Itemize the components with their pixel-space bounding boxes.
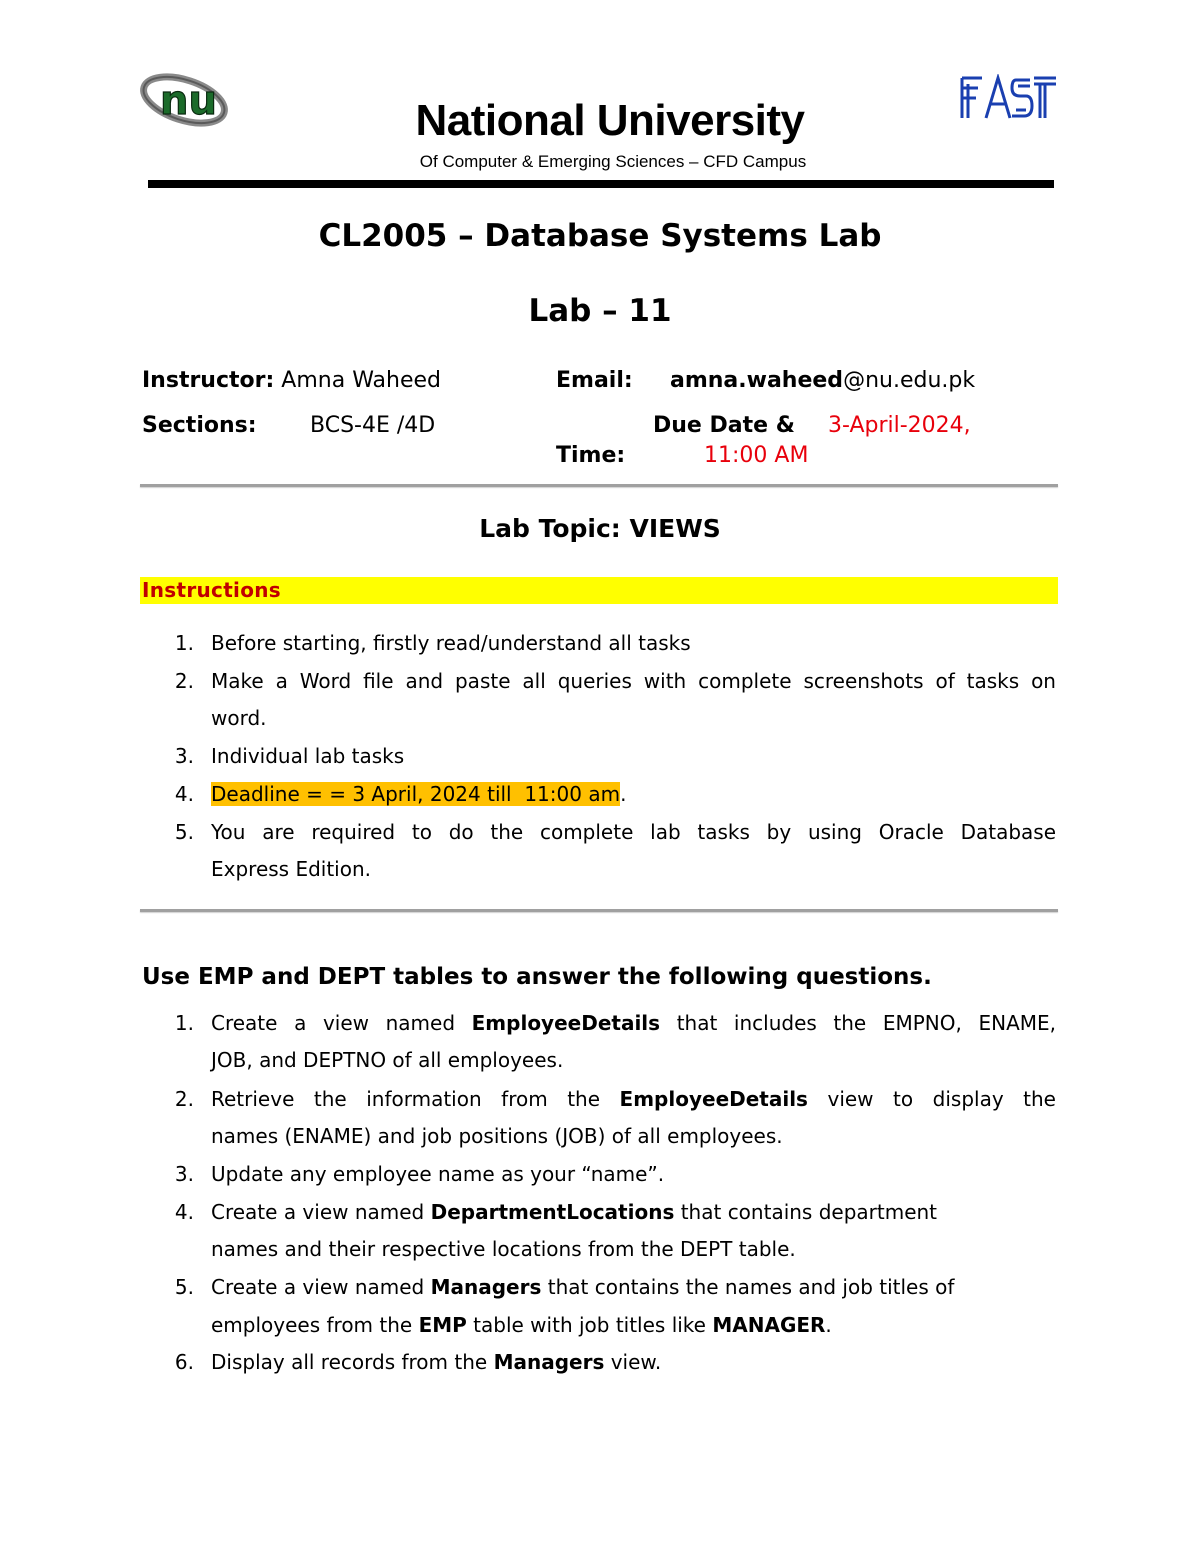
list-item: You are required to do the complete lab tasks by using Oracle Database — [211, 820, 1056, 844]
university-subtitle: Of Computer & Emerging Sciences – CFD Campus — [419, 152, 807, 171]
q-text: Display all records from the — [211, 1350, 494, 1374]
list-number: 2. — [174, 1087, 194, 1111]
list-number: 1. — [174, 1011, 194, 1035]
q-text: that contains the names and job titles of — [541, 1275, 955, 1299]
q-bold: EmployeeDetails — [619, 1087, 808, 1111]
course-title: CL2005 – Database Systems Lab — [318, 218, 882, 254]
q-text: Retrieve the information from the — [211, 1087, 620, 1111]
email-domain: @nu.edu.pk — [843, 368, 976, 393]
list-number: 5. — [174, 1275, 194, 1299]
question-item — [211, 1275, 954, 1299]
list-item: Before starting, firstly read/understand all tasks — [211, 631, 691, 655]
list-item-cont: Express Edition. — [211, 857, 372, 881]
university-title: National University — [415, 96, 805, 145]
nu-logo — [138, 70, 233, 132]
due-label: Due Date & — [653, 413, 795, 438]
header-rule — [148, 180, 1054, 188]
question-item-cont: names (ENAME) and job positions (JOB) of all employees. — [211, 1124, 783, 1148]
fast-logo — [958, 74, 1058, 122]
deadline-highlight: Deadline = = 3 April, 2024 till 11:00 am — [211, 782, 621, 806]
question-item — [211, 1087, 1056, 1111]
q-text: view. — [604, 1350, 662, 1374]
question-item — [211, 1200, 937, 1224]
divider — [140, 484, 1058, 487]
q-bold: DepartmentLocations — [430, 1200, 675, 1224]
due-date: 3-April-2024, — [828, 413, 971, 438]
q-bold: Managers — [493, 1350, 605, 1374]
question-item-cont: names and their respective locations from the DEPT table. — [211, 1237, 796, 1261]
list-number: 3. — [174, 1162, 194, 1186]
q-text: . — [825, 1313, 832, 1337]
list-number: 2. — [174, 669, 194, 693]
lab-topic: Lab Topic: VIEWS — [479, 514, 721, 543]
due-time: 11:00 AM — [704, 443, 809, 468]
q-text: Create a view named — [211, 1011, 472, 1035]
list-number: 4. — [174, 782, 194, 806]
q-bold: MANAGER — [712, 1313, 826, 1337]
question-item-cont — [211, 1313, 832, 1337]
list-item — [211, 782, 626, 806]
q-text: employees from the — [211, 1313, 419, 1337]
list-item: Individual lab tasks — [211, 744, 405, 768]
q-text: Create a view named — [211, 1275, 431, 1299]
instructor-row — [142, 368, 441, 393]
deadline-tail: . — [620, 782, 627, 806]
sections-label: Sections: — [142, 413, 257, 438]
q-text: view to display the — [827, 1087, 1056, 1111]
email-user: amna.waheed — [670, 368, 844, 393]
q-text: that contains department — [674, 1200, 938, 1224]
question-item — [211, 1350, 661, 1374]
list-number: 1. — [174, 631, 194, 655]
q-text: Create a view named — [211, 1200, 431, 1224]
list-item: Make a Word file and paste all queries with complete screenshots of tasks on — [211, 669, 1056, 693]
email-label: Email: — [556, 368, 633, 393]
time-label: Time: — [556, 443, 626, 468]
instructor-name: Amna Waheed — [281, 368, 442, 393]
q-text: that includes the EMPNO, ENAME, — [676, 1011, 1057, 1035]
list-number: 4. — [174, 1200, 194, 1224]
question-item: Update any employee name as your “name”. — [211, 1162, 665, 1186]
q-bold: Managers — [430, 1275, 542, 1299]
list-number: 5. — [174, 820, 194, 844]
list-number: 6. — [174, 1350, 194, 1374]
q-text: table with job titles like — [466, 1313, 713, 1337]
question-item-cont: JOB, and DEPTNO of all employees. — [211, 1048, 564, 1072]
list-item-cont: word. — [211, 706, 267, 730]
instructor-label: Instructor: — [142, 368, 275, 393]
q-bold: EmployeeDetails — [471, 1011, 661, 1035]
svg-text:nu: nu — [160, 78, 217, 124]
divider — [140, 909, 1058, 912]
questions-heading: Use EMP and DEPT tables to answer the following questions. — [142, 964, 932, 990]
list-number: 3. — [174, 744, 194, 768]
instructions-heading: Instructions — [142, 578, 282, 602]
q-bold: EMP — [418, 1313, 467, 1337]
email-value — [670, 368, 975, 393]
sections-value: BCS-4E /4D — [310, 413, 436, 438]
question-item — [211, 1011, 1056, 1035]
lab-number: Lab – 11 — [528, 293, 672, 329]
